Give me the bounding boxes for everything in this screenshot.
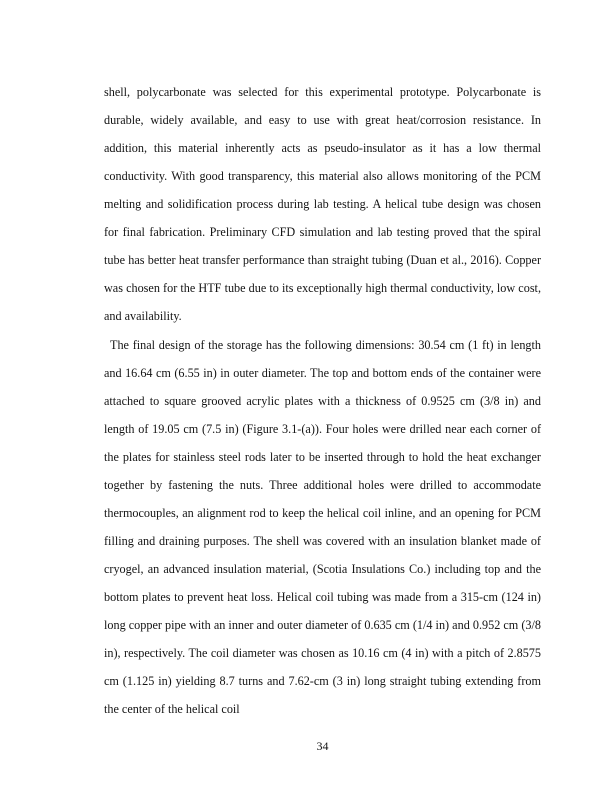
paragraph-final-design: The final design of the storage has the following dimensions: 30.54 cm (1 ft) in length and 16.64 cm (6.55 in) in outer diameter. The top and bottom ends of the container were attached to square grooved acrylic plates with a thickness of 0.9525 cm (3/8 in) and length of 19.05 cm (7.5 in) (Figure 3.1-(a)). Four holes were drilled near each corner of the plates for stainless steel rods later to be inserted through to hold the heat exchanger together by fastening the nuts. Three additional holes were drilled to accommodate thermocouples, an alignment rod to keep the helical coil inline, and an opening for PCM filling and draining purposes. The shell was covered with an insulation blanket made of cryogel, an advanced insulation material, (Scotia Insulations Co.) including top and the bottom plates to prevent heat loss. Helical coil tubing was made from a 315-cm (124 in) long copper pipe with an inner and outer diameter of 0.635 cm (1/4 in) and 0.952 cm (3/8 in), respectively. The coil diameter was chosen as 10.16 cm (4 in) with a pitch of 2.8575 cm (1.125 in) yielding 8.7 turns and 7.62-cm (3 in) long straight tubing extending from the center of the helical coil [104, 338, 541, 716]
page-number: 34 [316, 739, 329, 753]
paragraph-continued-from-previous-page: shell, polycarbonate was selected for this experimental prototype. Polycarbonate is durable, widely available, and easy to use with great heat/corrosion resistance. In addition, this material inherently acts as pseudo-insulator as it has a low thermal conductivity. With good transparency, this material also allows monitoring of the PCM melting and solidification process during lab testing. A helical tube design was chosen for final fabrication. Preliminary CFD simulation and lab testing proved that the spiral tube has better heat transfer performance than straight tubing (Duan et al., 2016). Copper was chosen for the HTF tube due to its exceptionally high thermal conductivity, low cost, and availability. [104, 85, 541, 323]
body-text [104, 78, 541, 723]
